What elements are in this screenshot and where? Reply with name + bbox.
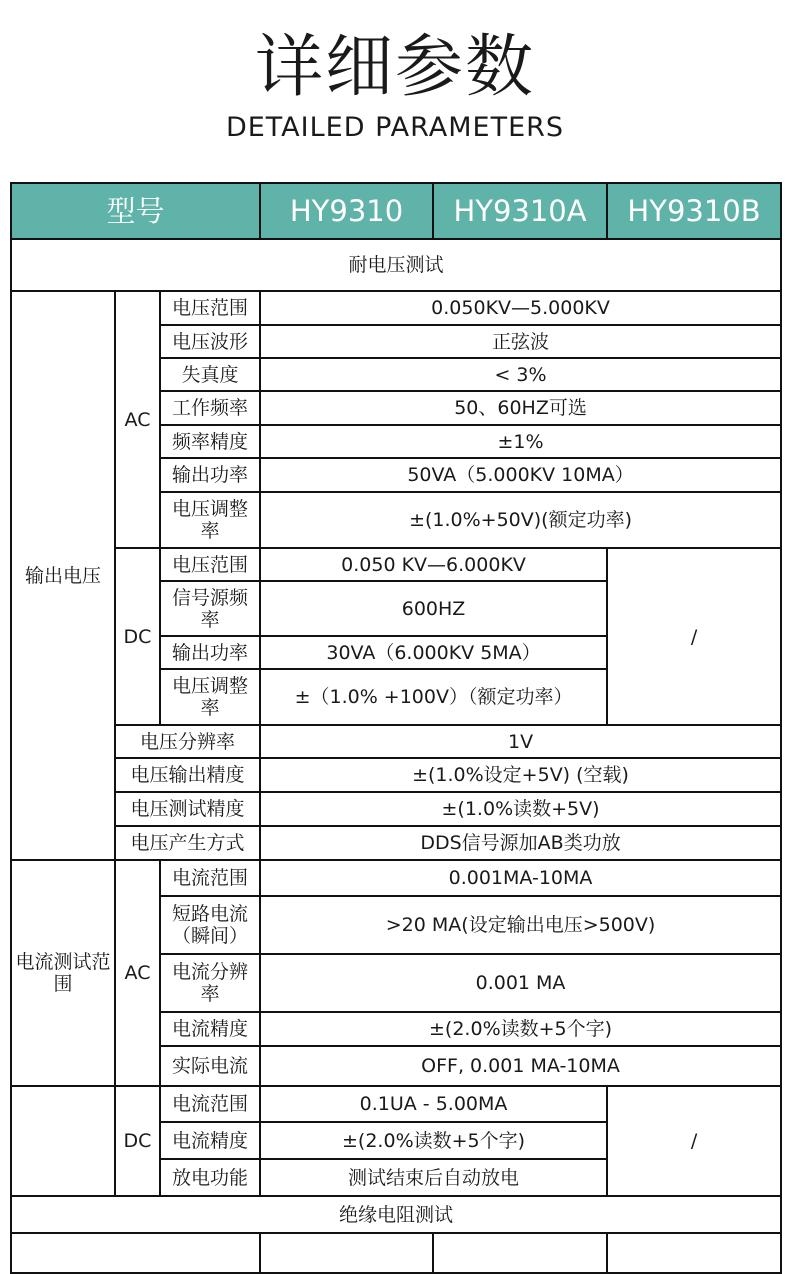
section-row — [11, 239, 781, 291]
table-row — [11, 1086, 781, 1122]
section-row — [11, 1196, 781, 1233]
param-value: ±(2.0%读数+5个字) — [260, 1012, 781, 1046]
param-label: 电压波形 — [160, 325, 260, 358]
param-label: 频率精度 — [160, 425, 260, 458]
param-label: 电压测试精度 — [115, 792, 260, 826]
model-label: 型号 — [11, 183, 260, 239]
table-row — [11, 725, 781, 758]
param-value: 0.001MA-10MA — [260, 860, 781, 896]
param-label: 电压产生方式 — [115, 826, 260, 860]
model-name: HY9310A — [433, 183, 607, 239]
param-label: 实际电流 — [160, 1046, 260, 1086]
param-label: 电流范围 — [160, 860, 260, 896]
section-title-withstand: 耐电压测试 — [11, 239, 781, 291]
group-ac: AC — [115, 860, 160, 1086]
param-value: 测试结束后自动放电 — [260, 1159, 607, 1196]
param-label: 电流范围 — [160, 1086, 260, 1122]
param-value: DDS信号源加AB类功放 — [260, 826, 781, 860]
param-value: 50VA（5.000KV 10MA） — [260, 458, 781, 492]
param-label: 输出功率 — [160, 636, 260, 669]
table-row — [11, 792, 781, 826]
param-value: OFF, 0.001 MA-10MA — [260, 1046, 781, 1086]
param-label: 短路电流（瞬间） — [160, 896, 260, 954]
param-label: 信号源频率 — [160, 581, 260, 636]
param-label: 放电功能 — [160, 1159, 260, 1196]
table-header-row — [11, 183, 781, 239]
page-subtitle: DETAILED PARAMETERS — [225, 112, 565, 143]
param-value: >20 MA(设定输出电压>500V) — [260, 896, 781, 954]
table-row — [11, 826, 781, 860]
table-row — [11, 548, 781, 581]
model-name: HY9310 — [260, 183, 433, 239]
table-row — [11, 758, 781, 792]
param-value: 0.001 MA — [260, 954, 781, 1012]
param-value: ±(1.0%设定+5V) (空载) — [260, 758, 781, 792]
param-label: 工作频率 — [160, 391, 260, 425]
not-applicable-cell: / — [607, 1086, 781, 1196]
page-title: 详细参数 — [254, 28, 535, 107]
param-label: 电压输出精度 — [115, 758, 260, 792]
parameters-table — [10, 182, 782, 1274]
param-label: 电流精度 — [160, 1122, 260, 1159]
param-value: 0.050KV—5.000KV — [260, 291, 781, 325]
group-dc: DC — [115, 548, 160, 725]
empty-cell — [260, 1233, 433, 1273]
group-dc: DC — [115, 1086, 160, 1196]
param-value: ±(1.0%+50V)(额定功率) — [260, 492, 781, 548]
param-label: 电流精度 — [160, 1012, 260, 1046]
empty-cell — [11, 1233, 260, 1273]
param-value: 50、60HZ可选 — [260, 391, 781, 425]
param-value: 600HZ — [260, 581, 607, 636]
param-value: ±(1.0%读数+5V) — [260, 792, 781, 826]
group-output-voltage: 输出电压 — [11, 291, 115, 860]
group-ac: AC — [115, 291, 160, 548]
param-value: 1V — [260, 725, 781, 758]
param-value: 0.1UA - 5.00MA — [260, 1086, 607, 1122]
empty-cell — [11, 1086, 115, 1196]
param-label: 电流分辨率 — [160, 954, 260, 1012]
group-current-test: 电流测试范围 — [11, 860, 115, 1086]
param-value: < 3% — [260, 358, 781, 391]
empty-cell — [607, 1233, 781, 1273]
param-value: 正弦波 — [260, 325, 781, 358]
table-row — [11, 1233, 781, 1273]
table-row — [11, 291, 781, 325]
param-label: 电压调整率 — [160, 669, 260, 725]
param-value: ±1% — [260, 425, 781, 458]
table-row — [11, 860, 781, 896]
param-label: 失真度 — [160, 358, 260, 391]
section-title-insulation: 绝缘电阻测试 — [11, 1196, 781, 1233]
param-label: 电压范围 — [160, 291, 260, 325]
empty-cell — [433, 1233, 607, 1273]
param-value: ±（1.0% +100V）（额定功率） — [260, 669, 607, 725]
param-value: ±(2.0%读数+5个字) — [260, 1122, 607, 1159]
not-applicable-cell: / — [607, 548, 781, 725]
param-label: 输出功率 — [160, 458, 260, 492]
param-label: 电压分辨率 — [115, 725, 260, 758]
param-label: 电压调整率 — [160, 492, 260, 548]
param-value: 30VA（6.000KV 5MA） — [260, 636, 607, 669]
param-value: 0.050 KV—6.000KV — [260, 548, 607, 581]
model-name: HY9310B — [607, 183, 781, 239]
param-label: 电压范围 — [160, 548, 260, 581]
